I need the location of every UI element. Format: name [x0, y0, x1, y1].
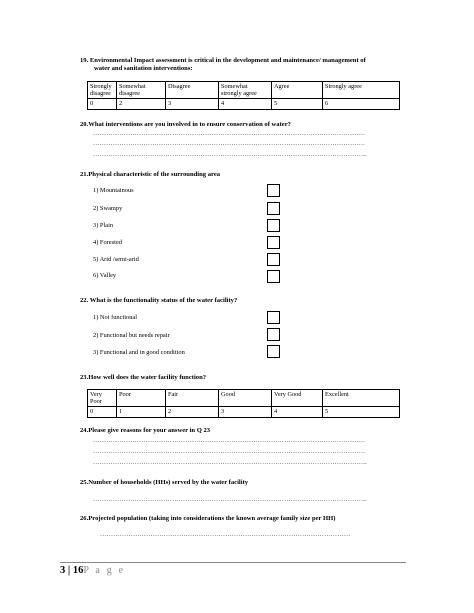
checkbox[interactable]	[267, 236, 280, 249]
score-cell[interactable]: 0	[88, 99, 117, 109]
table-row	[88, 82, 400, 99]
rating-scale-table	[87, 389, 400, 418]
checkbox[interactable]	[267, 270, 280, 283]
option-label: 6) Valley	[93, 272, 117, 279]
checkbox[interactable]	[267, 311, 280, 324]
question-number: 23.	[80, 374, 89, 381]
answer-line[interactable]: …………………………………………………………………………………………………………….	[93, 448, 366, 455]
header-cell: Somewhat strongly agree	[219, 82, 272, 99]
header-cell: Fair	[166, 390, 219, 407]
option-label: 2) Functional but needs repair	[93, 332, 170, 339]
question-number: 22.	[80, 297, 89, 304]
header-cell: Somewhat disagree	[117, 82, 166, 99]
question-text: Physical characteristic of the surrounding area	[88, 171, 221, 178]
score-cell[interactable]: 5	[323, 407, 400, 417]
question-number: 26.	[80, 515, 89, 522]
footer-divider	[60, 562, 406, 563]
header-cell: Very Good	[272, 390, 323, 407]
question-24	[80, 427, 210, 435]
question-25	[80, 479, 248, 487]
question-21	[80, 171, 220, 179]
checkbox[interactable]	[267, 219, 280, 232]
question-number: 20.	[80, 121, 89, 128]
table-row	[88, 99, 400, 109]
question-text: Number of households (HHs) served by the water facility	[88, 479, 249, 486]
score-cell[interactable]: 3	[219, 407, 272, 417]
score-cell[interactable]: 2	[117, 99, 166, 109]
score-cell[interactable]: 4	[219, 99, 272, 109]
score-cell[interactable]: 1	[117, 407, 166, 417]
page-number: 3	[60, 565, 66, 576]
question-22	[80, 297, 237, 305]
question-text: Environmental Impact assessment is critical in the development and maintenance/ management of	[89, 57, 366, 64]
page-footer	[60, 565, 125, 576]
answer-line[interactable]: …………………………………………………………………………………………………………….	[93, 140, 366, 147]
question-text: What is the functionality status of the water facility?	[89, 297, 238, 304]
header-cell: Excellent	[323, 390, 400, 407]
checkbox[interactable]	[267, 253, 280, 266]
question-text-cont: water and sanitation interventions:	[94, 65, 193, 72]
question-26	[80, 515, 335, 523]
checkbox[interactable]	[267, 184, 280, 197]
checkbox[interactable]	[267, 202, 280, 215]
answer-line[interactable]: ……………………………………………………………………………………………………	[100, 531, 351, 538]
header-cell: Poor	[117, 390, 166, 407]
question-number: 25.	[80, 479, 89, 486]
score-cell[interactable]: 6	[323, 99, 400, 109]
option-label: 1) Mountainous	[93, 187, 134, 194]
option-label: 3) Plain	[93, 222, 114, 229]
question-number: 24.	[80, 427, 89, 434]
answer-line[interactable]: ……………………………………………………………………………………………………………..	[93, 151, 367, 158]
page-word: P a g e	[83, 565, 126, 576]
answer-line[interactable]: …………………………………………………………………………………………………………….	[93, 130, 366, 137]
option-label: 3) Functional and in good condition	[93, 349, 185, 356]
checkbox[interactable]	[267, 345, 280, 358]
answer-line[interactable]: ……………………………………………………………………………………………………………..	[93, 496, 367, 503]
question-23	[80, 374, 206, 382]
answer-line[interactable]: ……………………………………………………………………………………………………………..	[93, 459, 367, 466]
question-text: Projected population (taking into considerations the known average family size per HH)	[88, 515, 336, 522]
table-row	[88, 390, 400, 407]
agreement-scale-table	[87, 81, 400, 110]
score-cell[interactable]: 2	[166, 407, 219, 417]
checkbox[interactable]	[267, 328, 280, 341]
question-number: 21.	[80, 171, 89, 178]
header-cell: Agree	[272, 82, 323, 99]
header-cell: Strongly agree	[323, 82, 400, 99]
question-text: How well does the water facility function?	[88, 374, 207, 381]
header-cell: Very Poor	[88, 390, 117, 407]
page-separator: |	[65, 565, 73, 576]
option-label: 2) Swampy	[93, 205, 123, 212]
question-20	[80, 121, 291, 129]
header-cell: Disagree	[166, 82, 219, 99]
score-cell[interactable]: 4	[272, 407, 323, 417]
table-row	[88, 407, 400, 417]
header-cell: Strongly disagree	[88, 82, 117, 99]
score-cell[interactable]: 0	[88, 407, 117, 417]
question-text: What interventions are you involved in to ensure conservation of water?	[88, 121, 291, 128]
header-cell: Good	[219, 390, 272, 407]
question-text: Please give reasons for your answer in Q 23	[88, 427, 211, 434]
score-cell[interactable]: 5	[272, 99, 323, 109]
answer-line[interactable]: …………………………………………………………………………………………………………….	[93, 437, 366, 444]
option-label: 1) Not functional	[93, 314, 138, 321]
option-label: 4) Forested	[93, 239, 122, 246]
score-cell[interactable]: 3	[166, 99, 219, 109]
question-number: 19.	[80, 57, 89, 64]
page-total: 16	[72, 565, 84, 576]
question-19	[80, 57, 410, 73]
option-label: 5) Arid /semi-arid	[93, 256, 139, 263]
